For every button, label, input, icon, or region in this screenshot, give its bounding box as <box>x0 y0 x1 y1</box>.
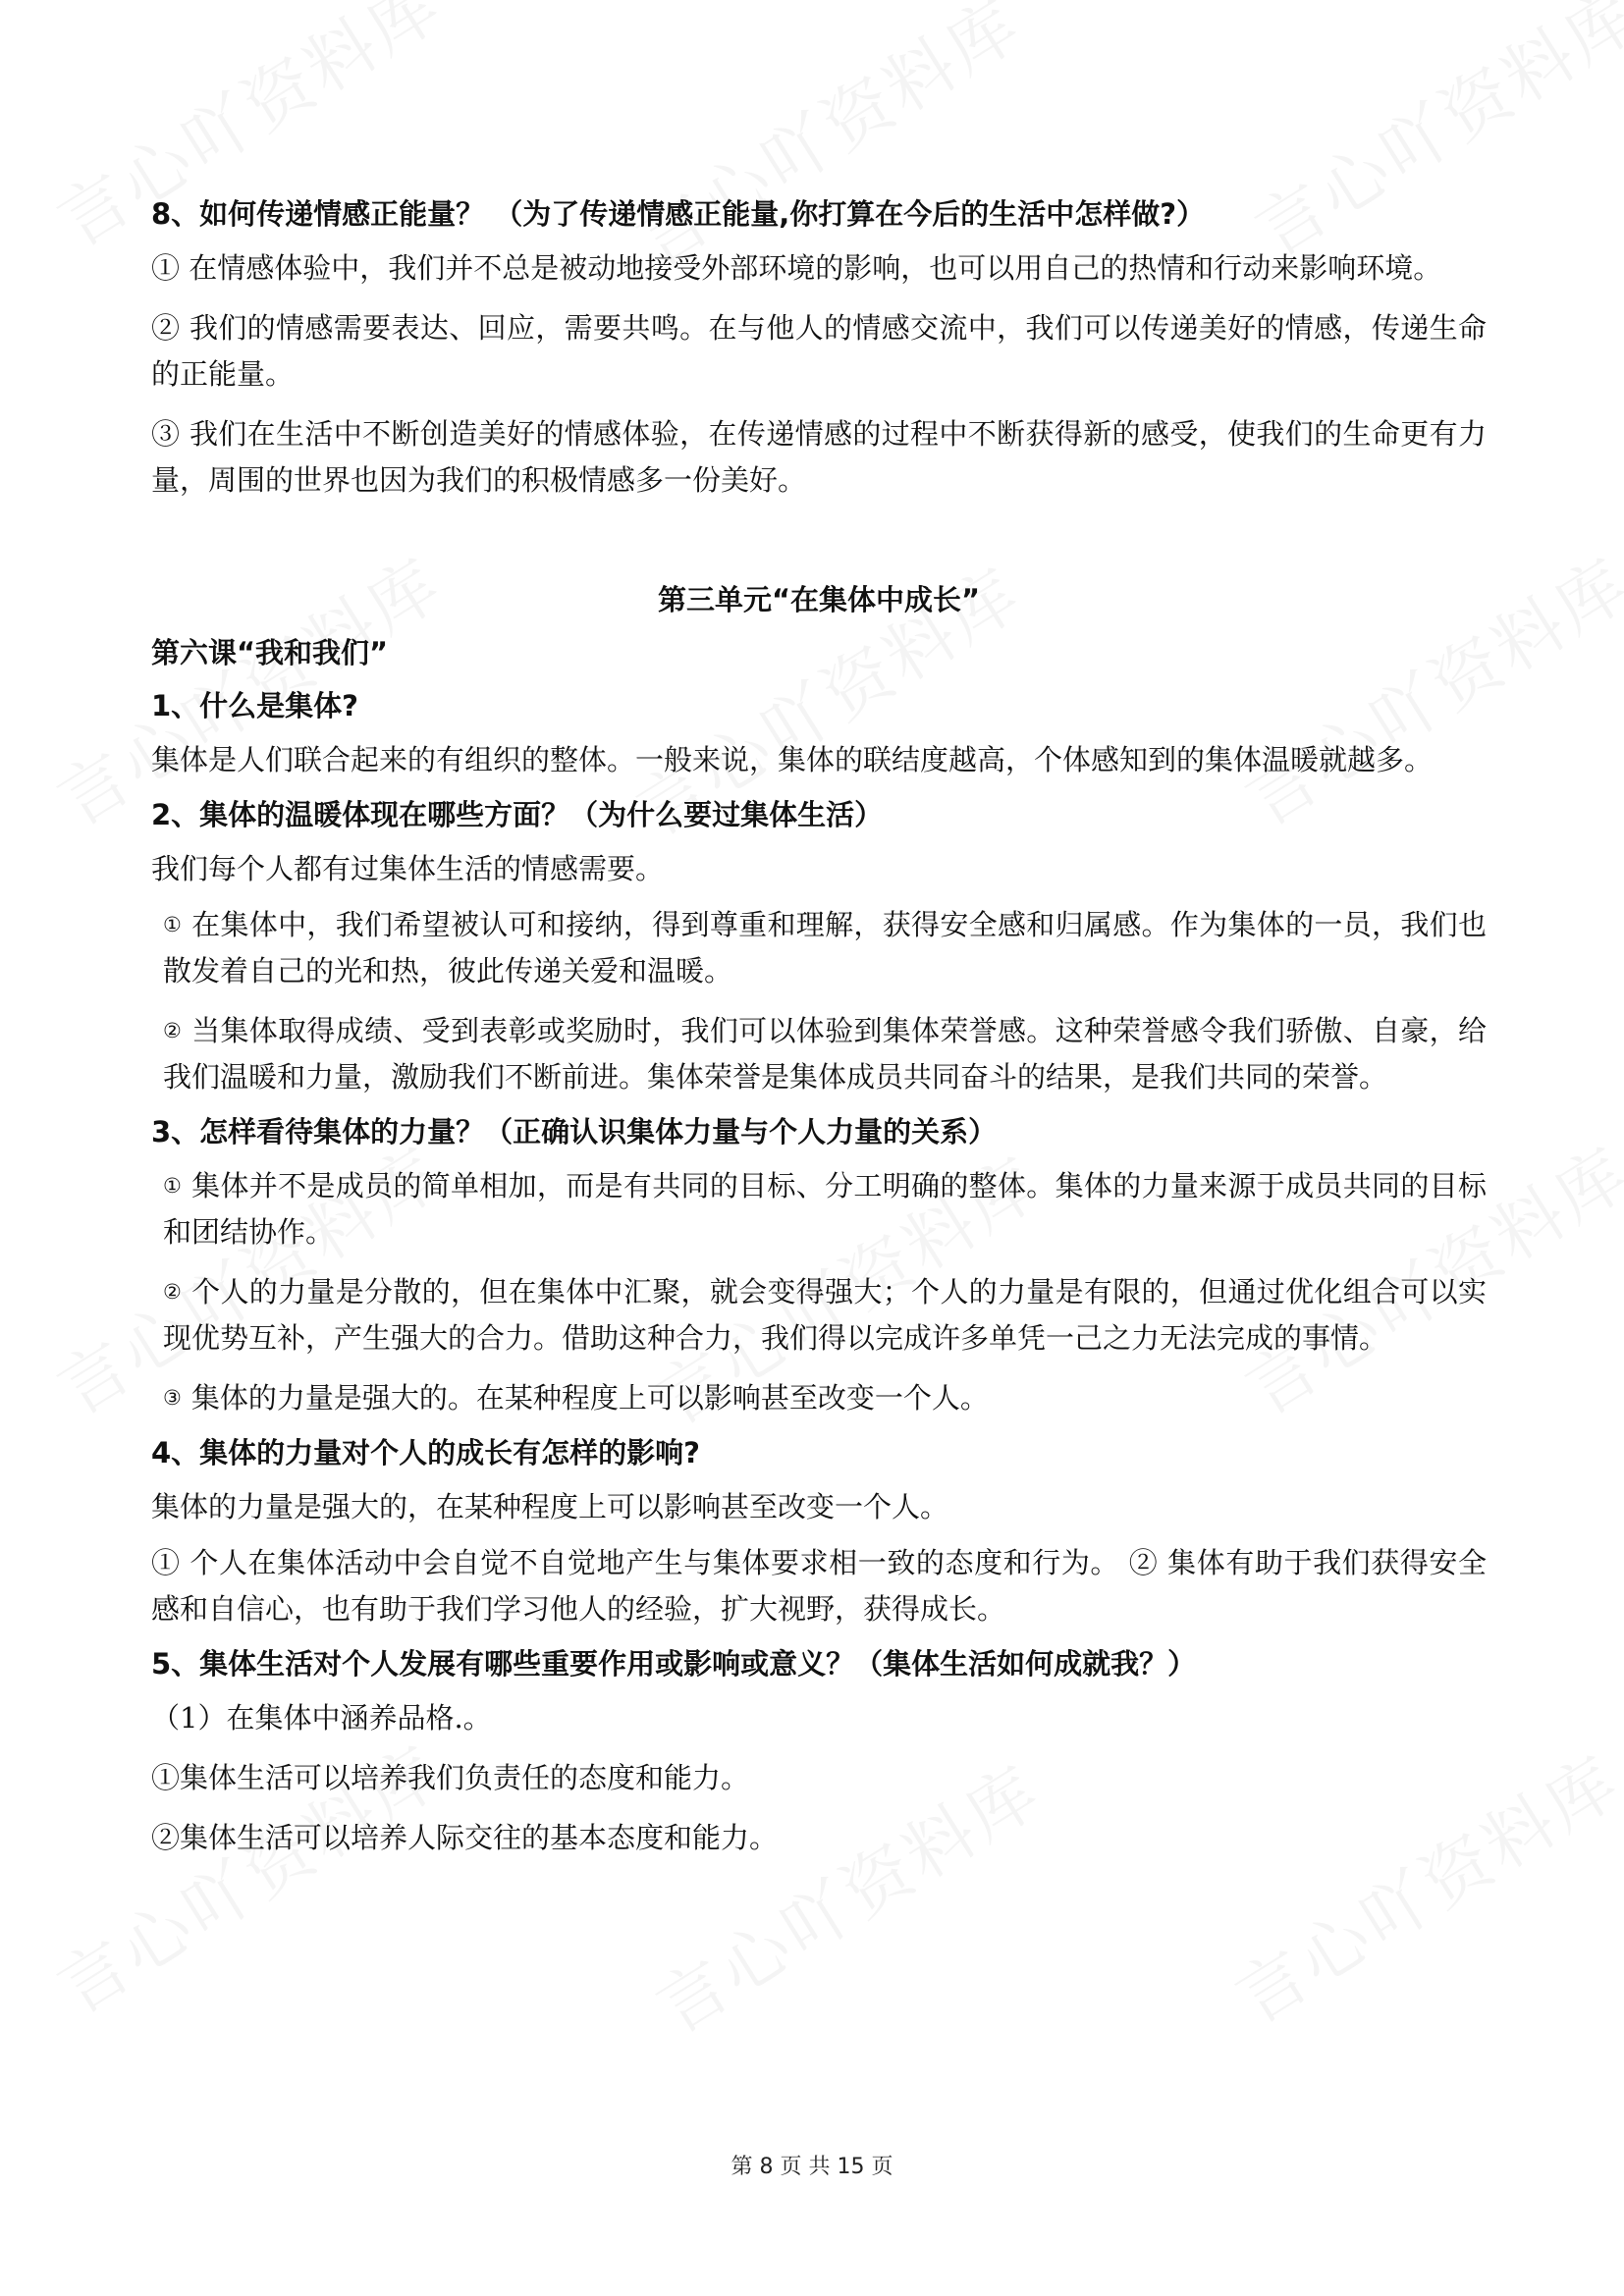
list-item <box>151 1269 1487 1362</box>
item-marker: ③ <box>163 1386 182 1410</box>
paragraph: 集体的力量是强大的，在某种程度上可以影响甚至改变一个人。 <box>151 1490 949 1523</box>
paragraph: 集体是人们联合起来的有组织的整体。一般来说，集体的联结度越高，个体感知到的集体温暖就越多。 <box>151 743 1434 776</box>
question-4-heading: 4、集体的力量对个人的成长有怎样的影响? <box>151 1436 701 1469</box>
paragraph: ①集体生活可以培养我们负责任的态度和能力。 <box>151 1761 750 1794</box>
item-marker: ② <box>163 1019 183 1042</box>
list-item <box>151 1008 1487 1100</box>
paragraph: （1）在集体中涵养品格.。 <box>151 1701 492 1735</box>
item-marker: ① <box>163 1174 183 1198</box>
lesson-title: 第六课“我和我们” <box>151 636 389 669</box>
section-8-heading: 8、如何传递情感正能量？ （为了传递情感正能量,你打算在今后的生活中怎样做?） <box>151 197 1206 231</box>
page-number: 第 8 页 共 15 页 <box>731 2155 893 2179</box>
paragraph: ②集体生活可以培养人际交往的基本态度和能力。 <box>151 1821 779 1854</box>
list-item <box>151 1375 1487 1421</box>
list-item <box>151 902 1487 994</box>
paragraph: 我们每个人都有过集体生活的情感需要。 <box>151 852 665 885</box>
document-content <box>151 192 1487 1861</box>
question-2-heading: 2、集体的温暖体现在哪些方面？（为什么要过集体生活） <box>151 798 884 831</box>
list-item <box>151 1163 1487 1255</box>
paragraph: ① 个人在集体活动中会自觉不自觉地产生与集体要求相一致的态度和行为。 ② 集体有助于我们获得安全感和自信心，也有助于我们学习他人的经验，扩大视野，获得成长。 <box>151 1546 1487 1626</box>
item-marker: ② <box>163 1280 183 1304</box>
paragraph: ① 在情感体验中，我们并不总是被动地接受外部环境的影响，也可以用自己的热情和行动来影响环境。 <box>151 251 1442 285</box>
item-marker: ① <box>163 913 183 936</box>
item-text: 集体并不是成员的简单相加，而是有共同的目标、分工明确的整体。集体的力量来源于成员共同的目标和团结协作。 <box>163 1169 1487 1249</box>
question-1-heading: 1、什么是集体? <box>151 689 359 722</box>
item-text: 集体的力量是强大的。在某种程度上可以影响甚至改变一个人。 <box>190 1381 989 1415</box>
item-text: 在集体中，我们希望被认可和接纳，得到尊重和理解，获得安全感和归属感。作为集体的一员，我们也散发着自己的光和热，彼此传递关爱和温暖。 <box>163 908 1487 988</box>
paragraph: ③ 我们在生活中不断创造美好的情感体验，在传递情感的过程中不断获得新的感受，使我们的生命更有力量，周围的世界也因为我们的积极情感多一份美好。 <box>151 417 1487 497</box>
question-3-heading: 3、怎样看待集体的力量？（正确认识集体力量与个人力量的关系） <box>151 1115 998 1148</box>
paragraph: ② 我们的情感需要表达、回应，需要共鸣。在与他人的情感交流中，我们可以传递美好的情感，传递生命的正能量。 <box>151 311 1487 391</box>
item-text: 当集体取得成绩、受到表彰或奖励时，我们可以体验到集体荣誉感。这种荣誉感令我们骄傲、自豪，给我们温暖和力量，激励我们不断前进。集体荣誉是集体成员共同奋斗的结果，是我们共同的荣誉。 <box>163 1014 1487 1094</box>
question-5-heading: 5、集体生活对个人发展有哪些重要作用或影响或意义？（集体生活如何成就我？） <box>151 1647 1197 1681</box>
unit-title: 第三单元“在集体中成长” <box>657 583 981 616</box>
item-text: 个人的力量是分散的，但在集体中汇聚，就会变得强大；个人的力量是有限的，但通过优化组合可以实现优势互补，产生强大的合力。借助这种合力，我们得以完成许多单凭一己之力无法完成的事情。 <box>163 1275 1487 1355</box>
